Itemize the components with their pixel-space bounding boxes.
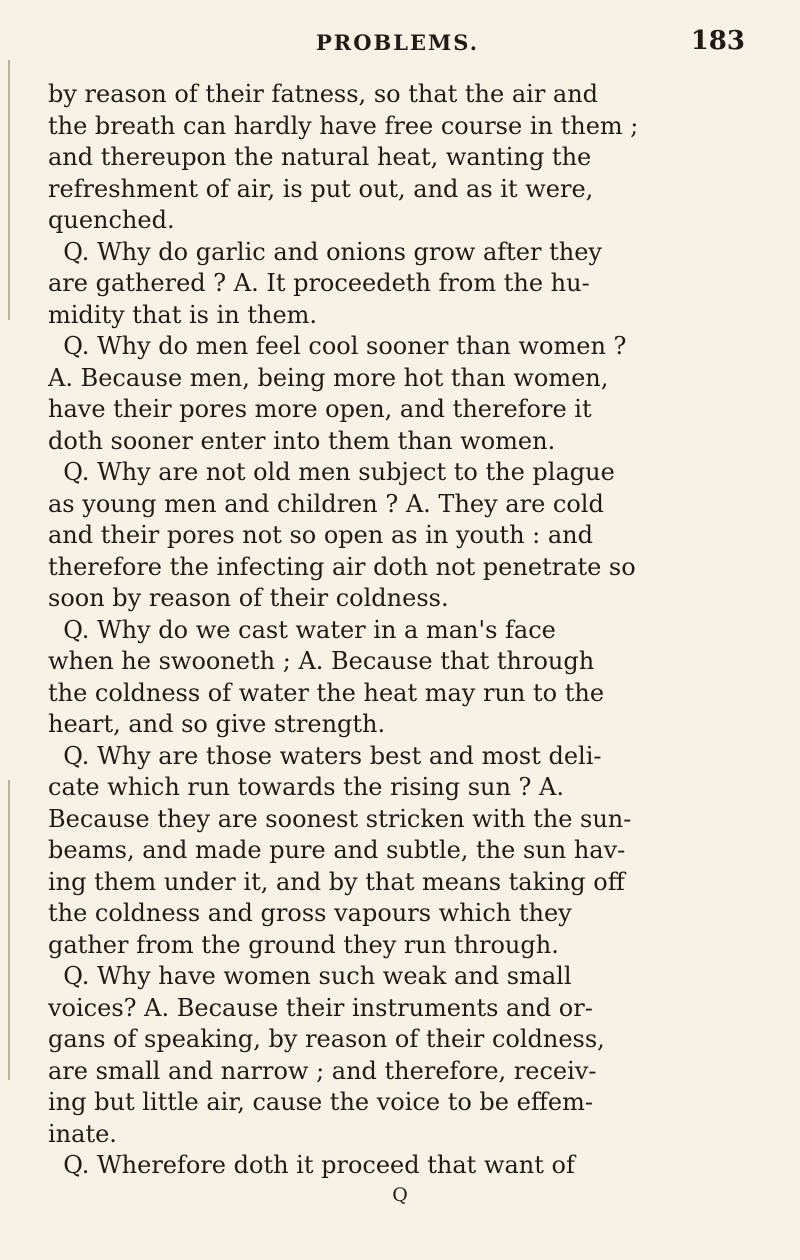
text-line: Q. Why are not old men subject to the plague	[48, 458, 615, 486]
running-head	[50, 24, 745, 64]
text-line: Q. Why have women such weak and small	[48, 962, 572, 990]
page-edge-mark	[8, 60, 10, 320]
text-line: gans of speaking, by reason of their coldness,	[48, 1025, 605, 1053]
text-line: are gathered ? A. It proceedeth from the hu-	[48, 269, 590, 297]
text-line: refreshment of air, is put out, and as it were,	[48, 174, 594, 203]
text-line: doth sooner enter into them than women.	[48, 426, 556, 455]
text-line: voices? A. Because their instruments and or-	[48, 993, 593, 1022]
text-line: cate which run towards the rising sun ? A.	[48, 773, 565, 801]
running-title: PROBLEMS.	[315, 30, 480, 55]
signature-mark: Q	[392, 1184, 408, 1206]
text-line: and their pores not so open as in youth : and	[48, 521, 594, 549]
page-number: 183	[690, 26, 745, 56]
text-line: the coldness and gross vapours which they	[48, 899, 572, 927]
text-line: heart, and so give strength.	[48, 710, 386, 738]
text-line: Q. Why do garlic and onions grow after they	[48, 237, 602, 266]
text-line: Q. Wherefore doth it proceed that want of	[48, 1151, 575, 1179]
text-line: have their pores more open, and therefore it	[48, 395, 592, 423]
text-line: ing them under it, and by that means taking off	[48, 867, 625, 896]
text-line: A. Because men, being more hot than women,	[48, 363, 609, 392]
text-line: the breath can hardly have free course in them ;	[48, 111, 639, 140]
body-text	[48, 79, 748, 1182]
text-line: are small and narrow ; and therefore, receiv-	[48, 1056, 597, 1085]
text-line: inate.	[48, 1119, 117, 1148]
text-line: Q. Why are those waters best and most deli-	[48, 741, 602, 770]
text-line: soon by reason of their coldness.	[48, 584, 449, 612]
page-edge-mark	[8, 780, 10, 1080]
text-line: Q. Why do we cast water in a man's face	[48, 615, 556, 644]
text-line: therefore the infecting air doth not penetrate so	[48, 552, 636, 581]
text-line: Q. Why do men feel cool sooner than women ?	[48, 332, 627, 360]
text-line: gather from the ground they run through.	[48, 930, 559, 959]
text-line: ing but little air, cause the voice to be effem-	[48, 1088, 593, 1116]
text-line: as young men and children ? A. They are cold	[48, 489, 604, 518]
text-line: quenched.	[48, 206, 175, 234]
text-line: the coldness of water the heat may run to the	[48, 678, 605, 707]
text-line: beams, and made pure and subtle, the sun hav-	[48, 836, 626, 864]
text-line: midity that is in them.	[48, 300, 318, 329]
text-line: by reason of their fatness, so that the air and	[48, 80, 599, 108]
text-line: and thereupon the natural heat, wanting the	[48, 143, 592, 171]
text-line: Because they are soonest stricken with the sun-	[48, 804, 632, 833]
text-line: when he swooneth ; A. Because that through	[48, 647, 595, 675]
